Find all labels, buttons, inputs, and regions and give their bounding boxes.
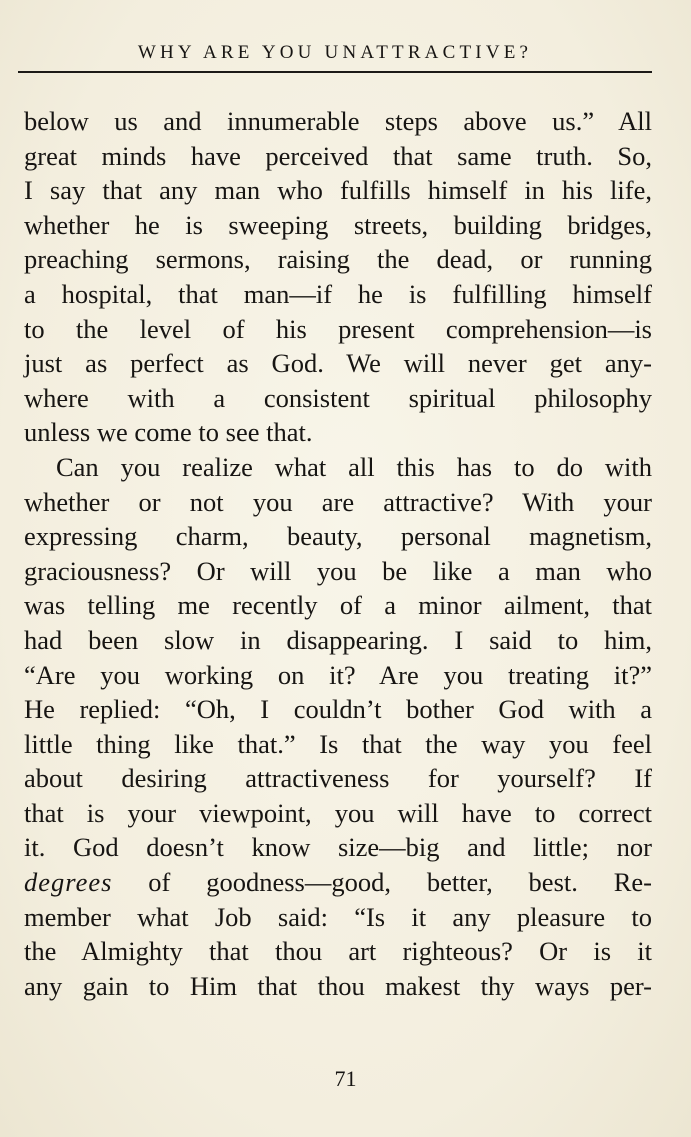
text-line: below us and innumerable steps above us.” All xyxy=(24,106,652,136)
text-line: just as perfect as God. We will never get any- xyxy=(24,348,652,379)
italic-word: degrees xyxy=(24,867,113,898)
text-line: great minds have perceived that same truth. So, xyxy=(24,140,652,171)
text-line: graciousness? Or will you be like a man who xyxy=(24,555,652,586)
text-line: had been slow in disappearing. I said to him, xyxy=(24,624,652,655)
text-line: expressing charm, beauty, personal magnetism, xyxy=(24,521,652,552)
text-line: to the level of his present comprehension—is xyxy=(24,313,652,344)
text-line-rest: of goodness—good, better, best. Re- xyxy=(112,867,652,898)
text-line: preaching sermons, raising the dead, or running xyxy=(24,244,652,275)
text-line: I say that any man who fulfills himself in his life, xyxy=(24,175,652,206)
text-line: was telling me recently of a minor ailment, that xyxy=(24,590,652,621)
text-line: whether or not you are attractive? With your xyxy=(24,486,652,517)
text-line: a hospital, that man—if he is fulfilling himself xyxy=(24,278,652,309)
text-line: where with a consistent spiritual philosophy xyxy=(24,382,652,413)
running-head: WHY ARE YOU UNATTRACTIVE? xyxy=(137,42,533,63)
text-line: that is your viewpoint, you will have to correct xyxy=(24,797,652,828)
text-line: about desiring attractiveness for yourself? If xyxy=(24,763,652,794)
text-line-mixed xyxy=(24,865,652,900)
text-line: whether he is sweeping streets, building bridges, xyxy=(24,209,652,240)
body-text xyxy=(24,104,652,1003)
page-number: 71 xyxy=(334,1066,357,1091)
text-line: little thing like that.” Is that the way you feel xyxy=(24,728,652,759)
text-line: He replied: “Oh, I couldn’t bother God with a xyxy=(24,694,652,725)
text-line: it. God doesn’t know size—big and little; nor xyxy=(24,832,652,863)
text-line: the Almighty that thou art righteous? Or is it xyxy=(24,936,652,967)
header-rule xyxy=(18,71,652,73)
text-line: any gain to Him that thou makest thy ways per- xyxy=(24,970,652,1001)
text-line: Can you realize what all this has to do with xyxy=(56,451,652,482)
text-line: member what Job said: “Is it any pleasure to xyxy=(24,901,652,932)
text-line: “Are you working on it? Are you treating it?” xyxy=(24,659,652,690)
text-line: unless we come to see that. xyxy=(24,417,313,448)
